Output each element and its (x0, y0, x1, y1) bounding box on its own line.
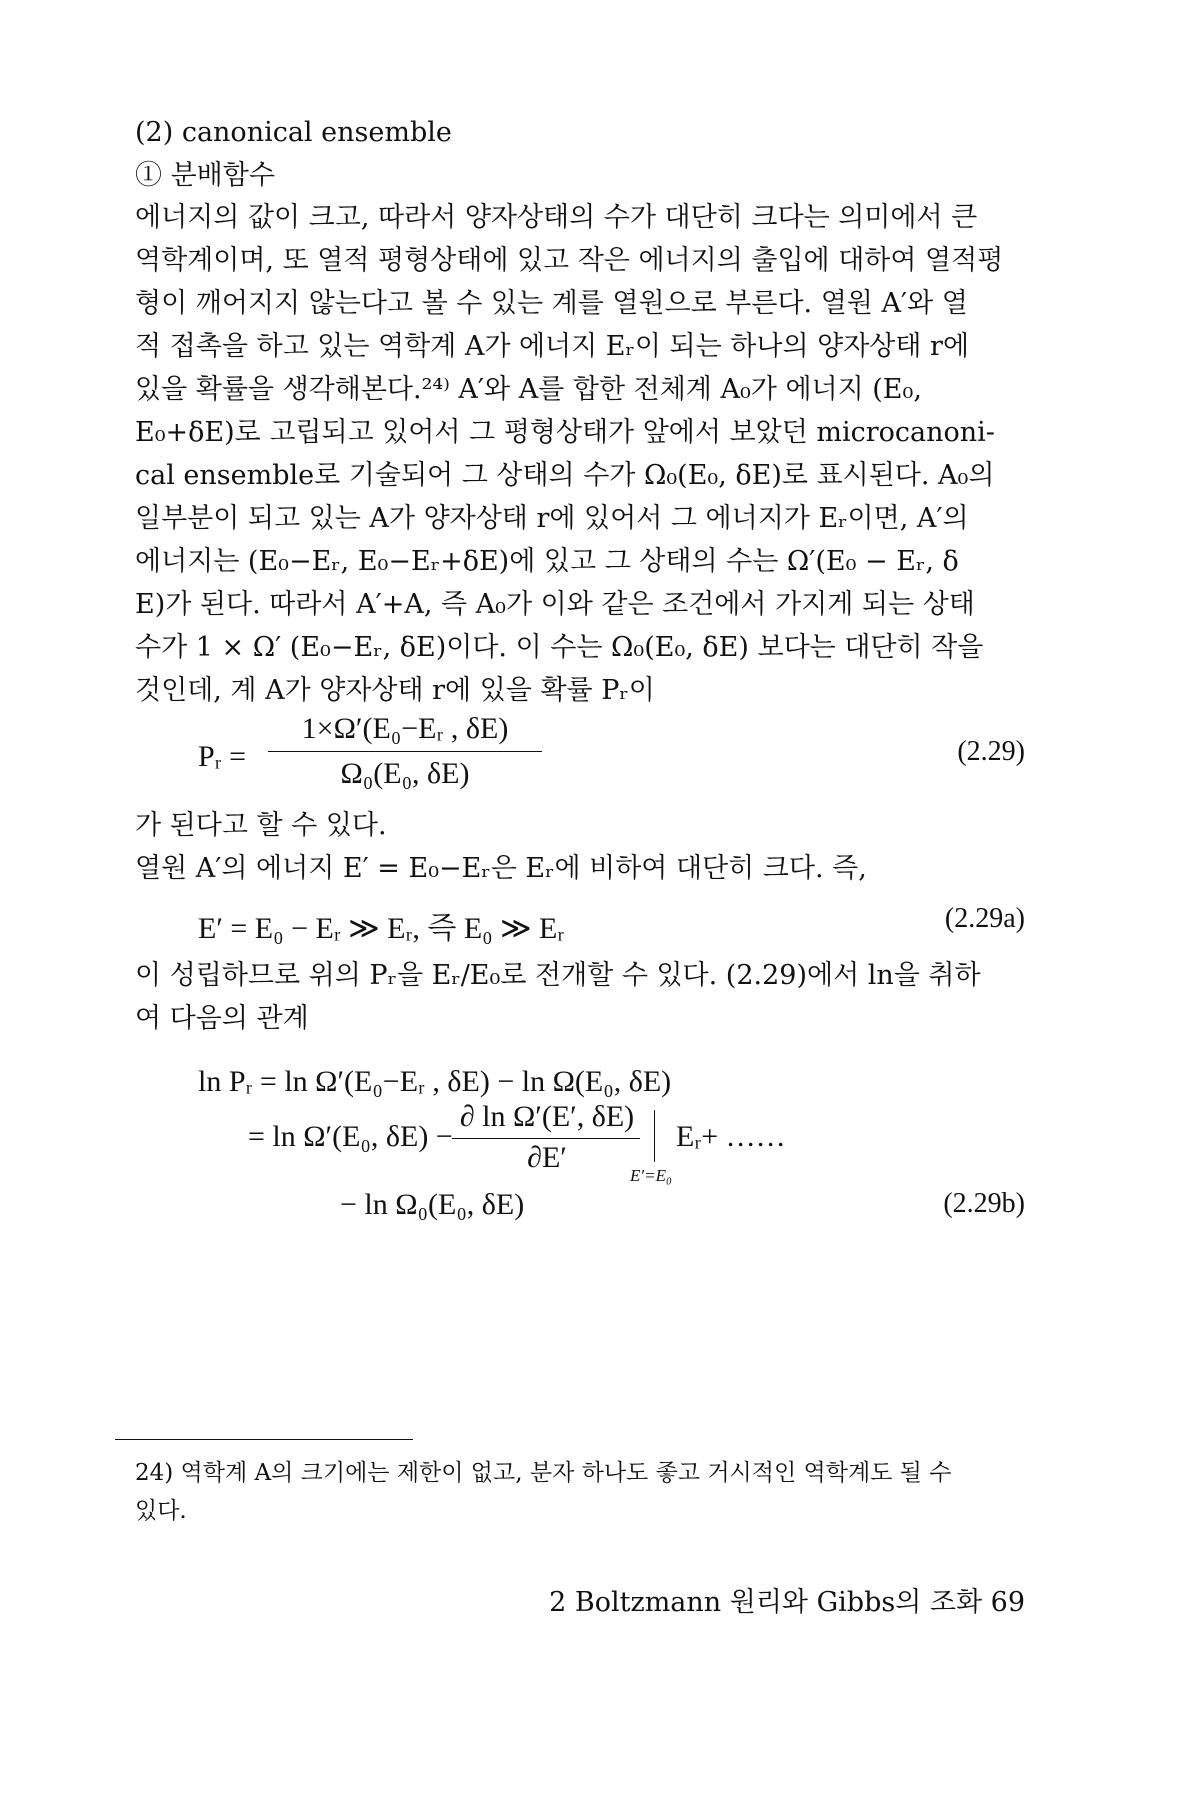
fraction-bar (268, 751, 542, 752)
fraction-denominator: ∂E′ (527, 1141, 567, 1174)
body-line: 역학계이며, 또 열적 평형상태에 있고 작은 에너지의 출입에 대하여 열적평 (135, 245, 1004, 276)
body-line: 형이 깨어지지 않는다고 볼 수 있는 계를 열원으로 부른다. 열원 A′와 열 (135, 288, 968, 319)
section-heading: (2) canonical ensemble (135, 117, 452, 148)
eq-row-2-start: = ln Ω′(E₀, δE) − (248, 1120, 453, 1153)
footnote-line: 24) 역학계 A의 크기에는 제한이 없고, 분자 하나도 좋고 거시적인 역학계도 될 수 (135, 1460, 952, 1486)
body-line: 것인데, 계 A가 양자상태 r에 있을 확률 Pᵣ이 (135, 675, 655, 706)
footnote-rule (115, 1439, 413, 1440)
equation-number: (2.29) (957, 736, 1025, 767)
evaluation-subscript: E′=E₀ (630, 1166, 672, 1185)
eq-row-2-end: Eᵣ+ …… (676, 1120, 786, 1153)
body-line: 에너지는 (E₀−Eᵣ, E₀−Eᵣ+δE)에 있고 그 상태의 수는 Ω′(E₀ − Eᵣ, δ (135, 546, 959, 577)
body-line: 가 된다고 할 수 있다. (135, 810, 387, 841)
fraction-numerator: ∂ ln Ω′(E′, δE) (459, 1100, 635, 1133)
eq-lhs: Pᵣ = (198, 740, 246, 773)
body-line: 열원 A′의 에너지 E′ = E₀−Eᵣ은 Eᵣ에 비하여 대단히 크다. 즉, (135, 853, 867, 884)
body-line: 일부분이 되고 있는 A가 양자상태 r에 있어서 그 에너지가 Eᵣ이면, A′의 (135, 503, 969, 534)
eq-row-1: ln Pᵣ = ln Ω′(E₀−Eᵣ , δE) − ln Ω(E₀, δE) (198, 1065, 672, 1098)
body-line: 이 성립하므로 위의 Pᵣ을 Eᵣ/E₀로 전개할 수 있다. (2.29)에서 ln을 취하 (135, 960, 981, 991)
body-line: cal ensemble로 기술되어 그 상태의 수가 Ω₀(E₀, δE)로 표시된다. A₀의 (135, 460, 995, 491)
body-line: 있을 확률을 생각해본다.²⁴⁾ A′와 A를 합한 전체계 A₀가 에너지 (E₀, (135, 374, 922, 405)
equation-number: (2.29b) (943, 1188, 1025, 1219)
eq-row-3: − ln Ω₀(E₀, δE) (340, 1188, 525, 1221)
footnote-line: 있다. (135, 1498, 187, 1524)
fraction-numerator: 1×Ω′(E₀−Eᵣ , δE) (301, 712, 509, 745)
fraction-denominator: Ω₀(E₀, δE) (340, 757, 470, 790)
equation-number: (2.29a) (944, 903, 1025, 934)
body-line: 적 접촉을 하고 있는 역학계 A가 에너지 Eᵣ이 되는 하나의 양자상태 r에 (135, 331, 970, 362)
evaluation-bar (654, 1110, 655, 1162)
running-footer: 2 Boltzmann 원리와 Gibbs의 조화 69 (549, 1587, 1025, 1618)
body-line: 여 다음의 관계 (135, 1003, 309, 1034)
body-line: 수가 1 × Ω′ (E₀−Eᵣ, δE)이다. 이 수는 Ω₀(E₀, δE) 보다는 대단히 작을 (135, 632, 984, 663)
eq-text: E′ = E₀ − Eᵣ ≫ Eᵣ, 즉 E₀ ≫ Eᵣ (198, 912, 565, 945)
body-line: E₀+δE)로 고립되고 있어서 그 평형상태가 앞에서 보았던 microcanoni- (135, 417, 995, 448)
body-line: E)가 된다. 따라서 A′+A, 즉 A₀가 이와 같은 조건에서 가지게 되는 상태 (135, 589, 975, 620)
subsection-heading: ① 분배함수 (135, 160, 275, 191)
fraction-bar (452, 1138, 640, 1139)
body-line: 에너지의 값이 크고, 따라서 양자상태의 수가 대단히 크다는 의미에서 큰 (135, 202, 978, 233)
